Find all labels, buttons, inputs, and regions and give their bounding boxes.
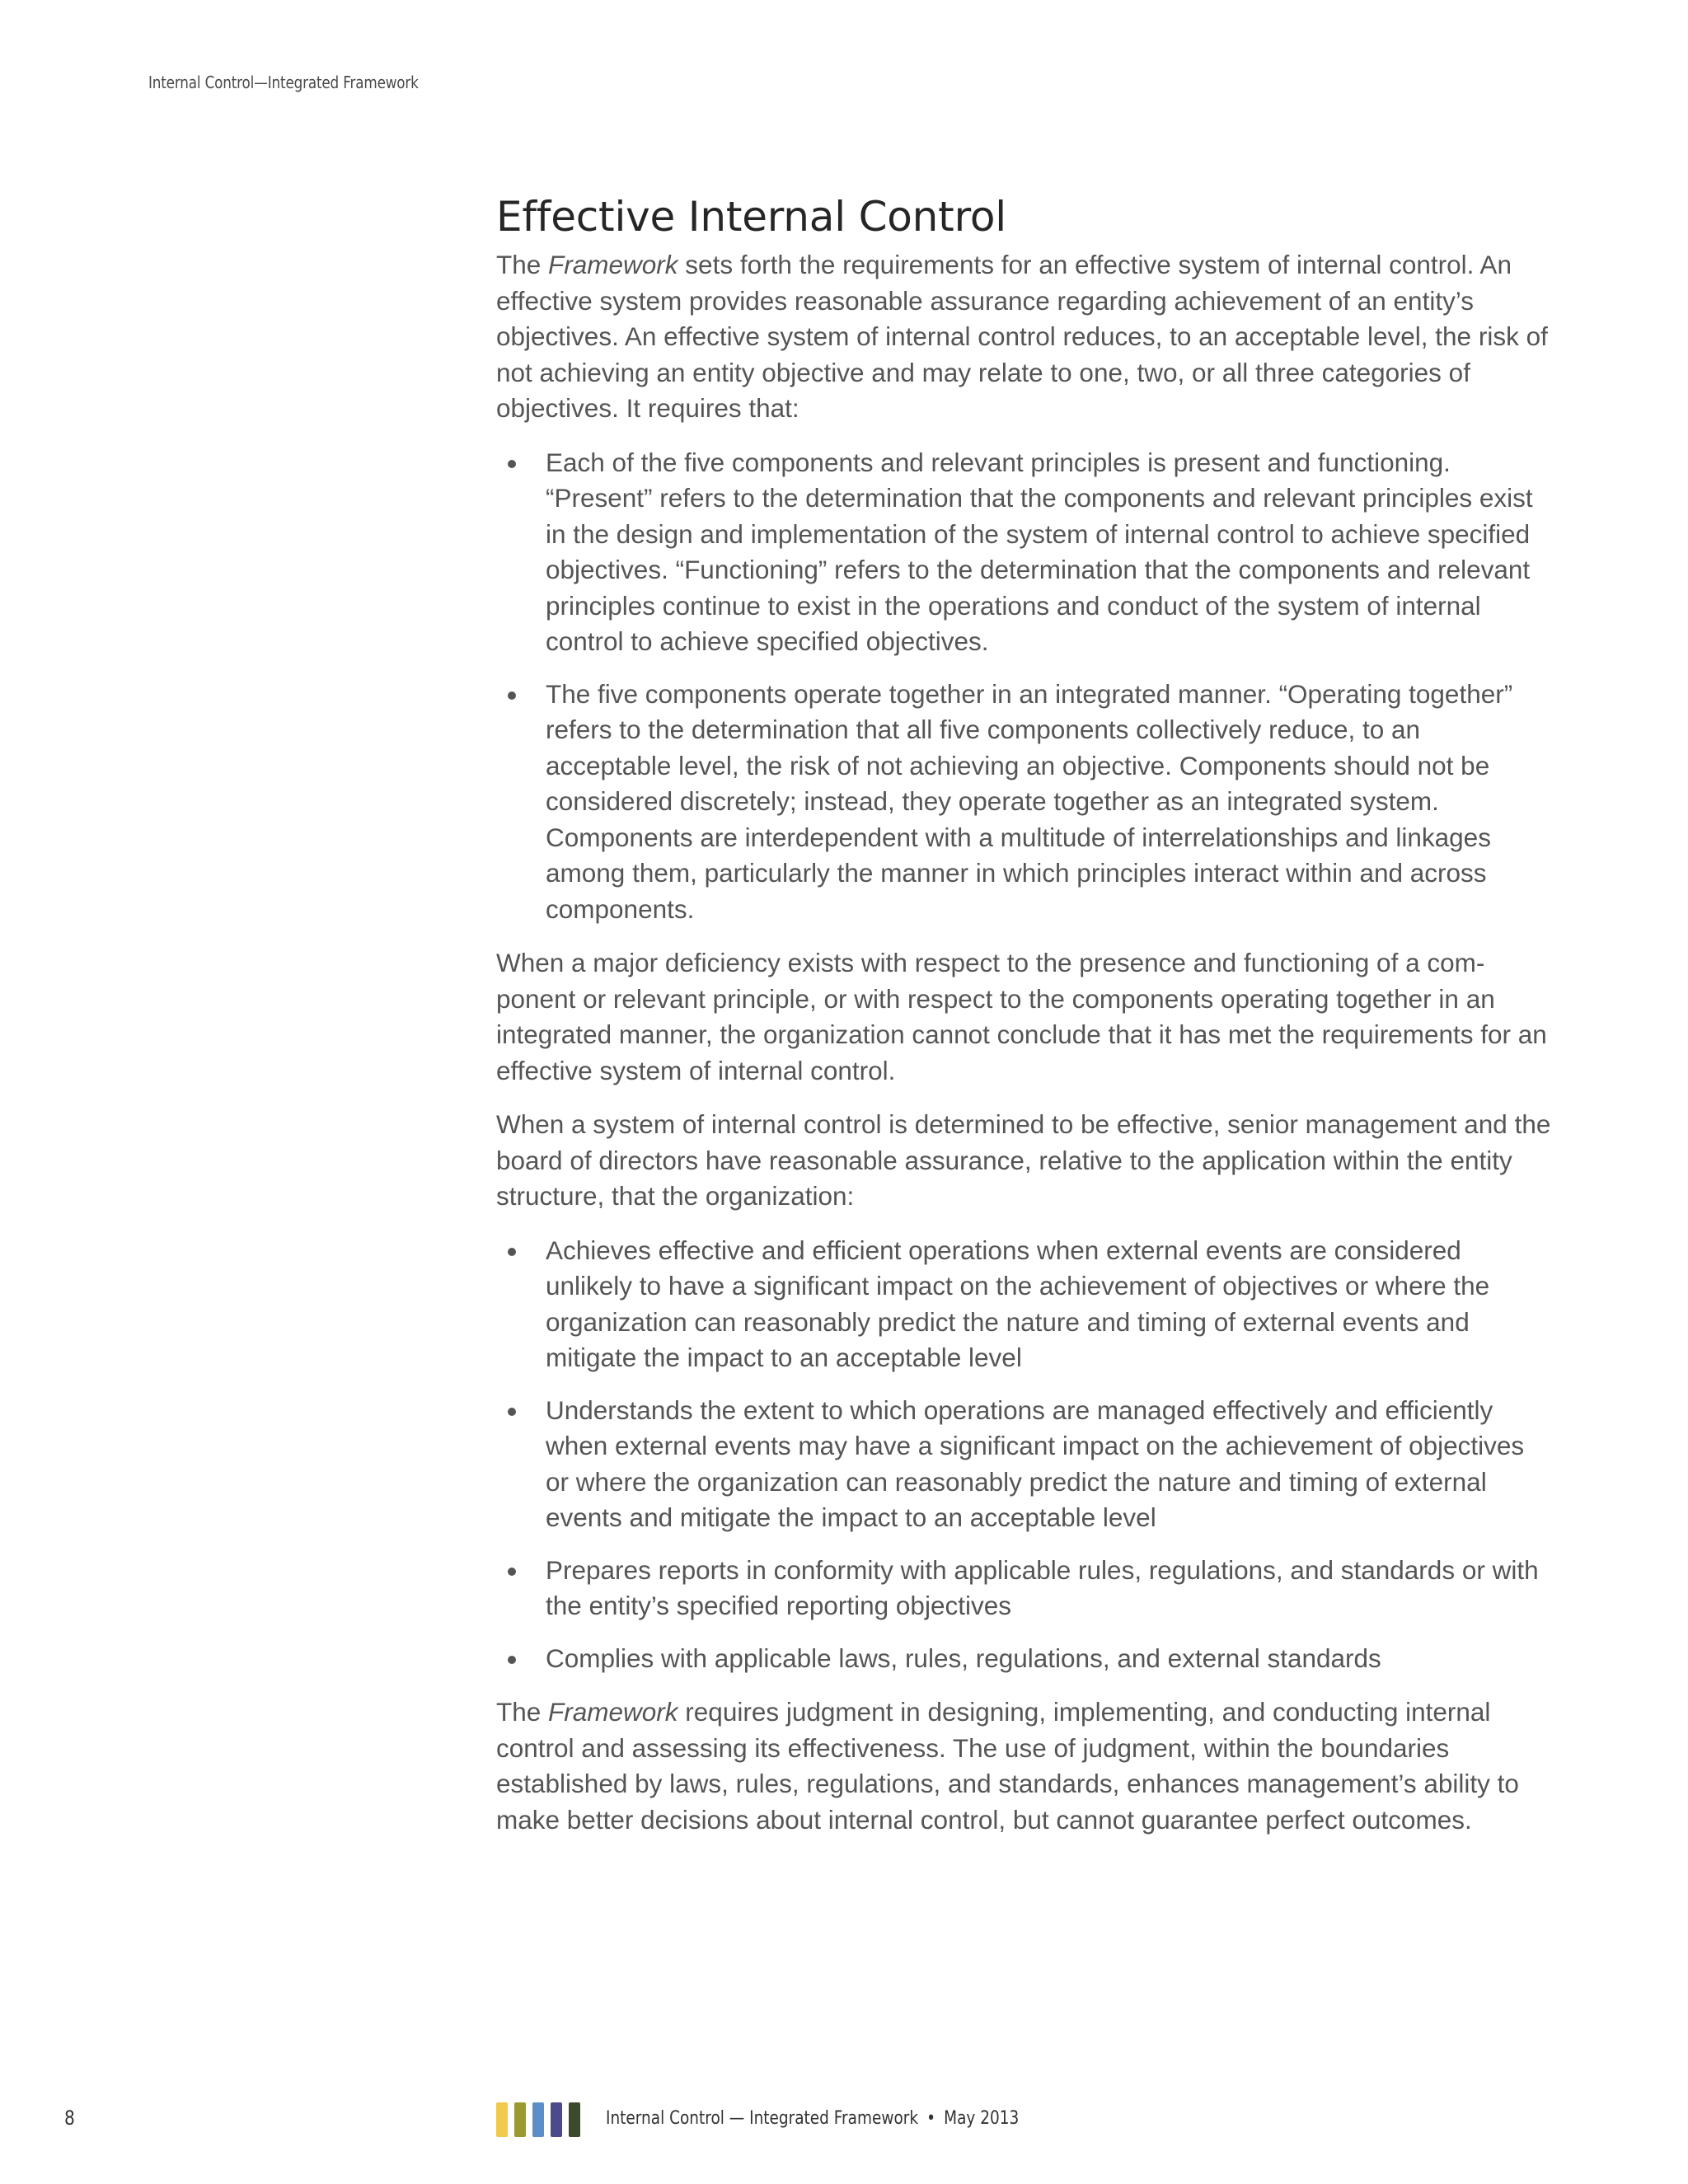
list-item: Understands the extent to which operations are managed effectively and efficiently when external events may have a significant impact on the achievement of objectives or where the organization can reasonably predict the nature and timing of external events and mitigate the impact to an acceptable level [496,1393,1551,1536]
bullet-icon [508,1248,516,1256]
color-bar [514,2102,526,2137]
footer-publication [606,2108,1019,2129]
page-title: Effective Internal Control [496,193,1006,241]
color-bar [532,2102,544,2137]
running-header: Internal Control—Integrated Framework [148,73,419,92]
bullet-icon [508,1568,516,1576]
list-item: Prepares reports in conformity with applicable rules, regulations, and standards or with the entity’s specified reporting objectives [496,1553,1551,1624]
outcomes-list [496,1233,1551,1677]
deficiency-paragraph: When a major deficiency exists with respect to the presence and functioning of a component or relevant principle, or with respect to the components operating together in an integrated manner, the organization cannot conclude that it has met the requirements for an effective system of internal control. [496,948,1547,1085]
list-item: Complies with applicable laws, rules, regulations, and external standards [496,1641,1551,1677]
framework-emphasis: Framework [548,250,678,279]
page-number: 8 [64,2107,75,2130]
bullet-icon [508,1656,516,1664]
list-item: The five components operate together in an integrated manner. “Operating together” refers to the determination that all five components collectively reduce, to an acceptable level, the risk of not achieving an objective. Components should not be considered discretely; instead, they operate together as an integrated system. Components are interdependent with a multitude of interrelationships and linkages among them, particularly the manner in which principles interact within and across components. [496,677,1551,928]
color-bar [551,2102,562,2137]
color-bar [569,2102,580,2137]
footer-separator: • [926,2108,936,2129]
judgment-paragraph: The Framework requires judgment in designing, implementing, and conducting internal control and assessing its effectiveness. The use of judgment, within the boundaries established by laws, rules, regulations, and standards, enhances management’s ability to make better decisions about internal control, but cannot guarantee perfect outcomes. [496,1697,1519,1835]
requirements-list [496,445,1551,928]
footer-title: Internal Control — Integrated Framework [606,2108,919,2129]
main-content [496,188,1551,1856]
bullet-icon [508,1408,516,1416]
list-item: Each of the five components and relevant principles is present and functioning. “Present” refers to the determination that the components and relevant principles exist in the design and implementation of the system of internal control to achieve specified objectives. “Functioning” refers to the determination that the components and relevant principles continue to exist in the operations and conduct of the system of internal control to achieve specified objectives. [496,445,1551,660]
list-item: Achieves effective and efficient operations when external events are considered unlikely to have a significant impact on the achievement of objectives or where the organization can reasonably predict the nature and timing of external events and mitigate the impact to an acceptable level [496,1233,1551,1376]
bullet-icon [508,460,516,468]
color-bar [496,2102,508,2137]
effective-paragraph: When a system of internal control is determined to be effective, senior management and the board of directors have reasonable assurance, relative to the application within the entity structure, that the organization: [496,1109,1551,1211]
bullet-icon [508,691,516,700]
intro-paragraph: The Framework sets forth the requirements for an effective system of internal control. An effective system provides reasonable assurance regarding achievement of an entity’s objectives. An effective system of internal control reduces, to an acceptable level, the risk of not achieving an entity objective and may relate to one, two, or all three categories of objectives. It requires that: [496,250,1548,423]
framework-emphasis: Framework [548,1697,678,1727]
footer-date: May 2013 [944,2108,1020,2129]
